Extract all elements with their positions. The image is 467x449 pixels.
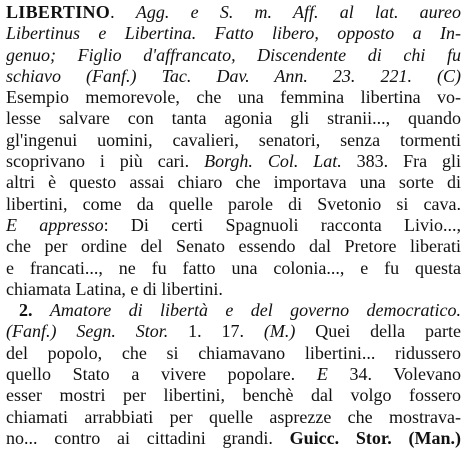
text-segment: chiamata Latina, e di libertini.: [6, 278, 223, 299]
text-line: [6, 300, 461, 321]
text-line: [6, 23, 461, 44]
text-segment: lesse salvare con tanta agonia gli stranii..., quando: [6, 108, 461, 129]
italic-segment: E appresso: [6, 214, 104, 235]
text-segment: 1. 17.: [168, 321, 264, 342]
text-segment: scoprivano i più cari.: [6, 151, 205, 172]
text-line: [6, 2, 461, 23]
headword: LIBERTINO: [6, 2, 111, 22]
text-segment: chiamati arrabbiati per quelle asprezze che mostrava-: [6, 406, 461, 427]
entry-body: [6, 2, 461, 449]
italic-segment: (Fanf.) Segn. Stor.: [6, 321, 169, 342]
italic-segment: Libertinus e Libertina. Fatto libero, opposto a In-: [6, 23, 461, 44]
text-line: [6, 343, 461, 364]
italic-segment: E: [316, 364, 328, 385]
text-line: [6, 172, 461, 193]
text-line: [6, 385, 461, 406]
bold-segment: 2.: [19, 300, 50, 321]
italic-segment: (M.): [263, 321, 296, 342]
text-line: [6, 258, 461, 279]
italic-segment: genuo; Figlio d'affrancato, Discendente di chi fu: [6, 44, 461, 65]
text-segment: .: [110, 2, 136, 22]
text-line: [6, 130, 461, 151]
italic-segment: Agg. e S. m. Aff. al lat. aureo: [135, 2, 462, 22]
text-segment: no... contro ai cittadini grandi.: [6, 427, 290, 448]
text-segment: gl'ingenui uomini, cavalieri, senatori, senza tormenti: [6, 129, 461, 150]
text-line: [6, 279, 461, 300]
text-segment: 383. Fra gli: [341, 151, 461, 172]
text-line: [6, 151, 461, 172]
text-segment: Esempio memorevole, che una femmina libertina vo-: [6, 87, 461, 108]
italic-segment: Borgh. Col. Lat.: [204, 151, 342, 172]
text-segment: che per ordine del Senato essendo dal Pretore liberati: [6, 236, 461, 257]
text-segment: 34. Volevano: [327, 364, 461, 385]
text-line: [6, 407, 461, 428]
italic-segment: Amatore di libertà e del governo democratico.: [49, 300, 461, 321]
text-segment: : Di certi Spagnuoli racconta Livio...,: [103, 214, 461, 235]
text-segment: altri è questo assai chiaro che importava una sorte di: [6, 172, 461, 193]
italic-segment: schiavo (Fanf.) Tac. Dav. Ann. 23. 221. (C): [6, 65, 461, 86]
text-line: [6, 194, 461, 215]
text-line: [6, 321, 461, 342]
text-segment: del popolo, che si chiamavano libertini... ridussero: [6, 342, 461, 363]
text-line: [6, 215, 461, 236]
text-line: [6, 66, 461, 87]
text-segment: e francati..., ne fu fatto una colonia..., e fu questa: [6, 257, 461, 278]
text-line: [6, 108, 461, 129]
dictionary-entry: [6, 2, 461, 449]
bold-segment: Guicc. Stor. (Man.): [289, 427, 461, 448]
text-line: [6, 428, 461, 449]
text-segment: esser mostri per libertini, benchè dal volgo fossero: [6, 385, 461, 406]
text-segment: libertini, come da quelle parole di Svetonio si cava.: [6, 193, 461, 214]
text-segment: quello Stato a vivere popolare.: [6, 364, 317, 385]
text-line: [6, 87, 461, 108]
text-line: [6, 236, 461, 257]
text-line: [6, 45, 461, 66]
text-line: [6, 364, 461, 385]
text-segment: Quei della parte: [295, 321, 462, 342]
